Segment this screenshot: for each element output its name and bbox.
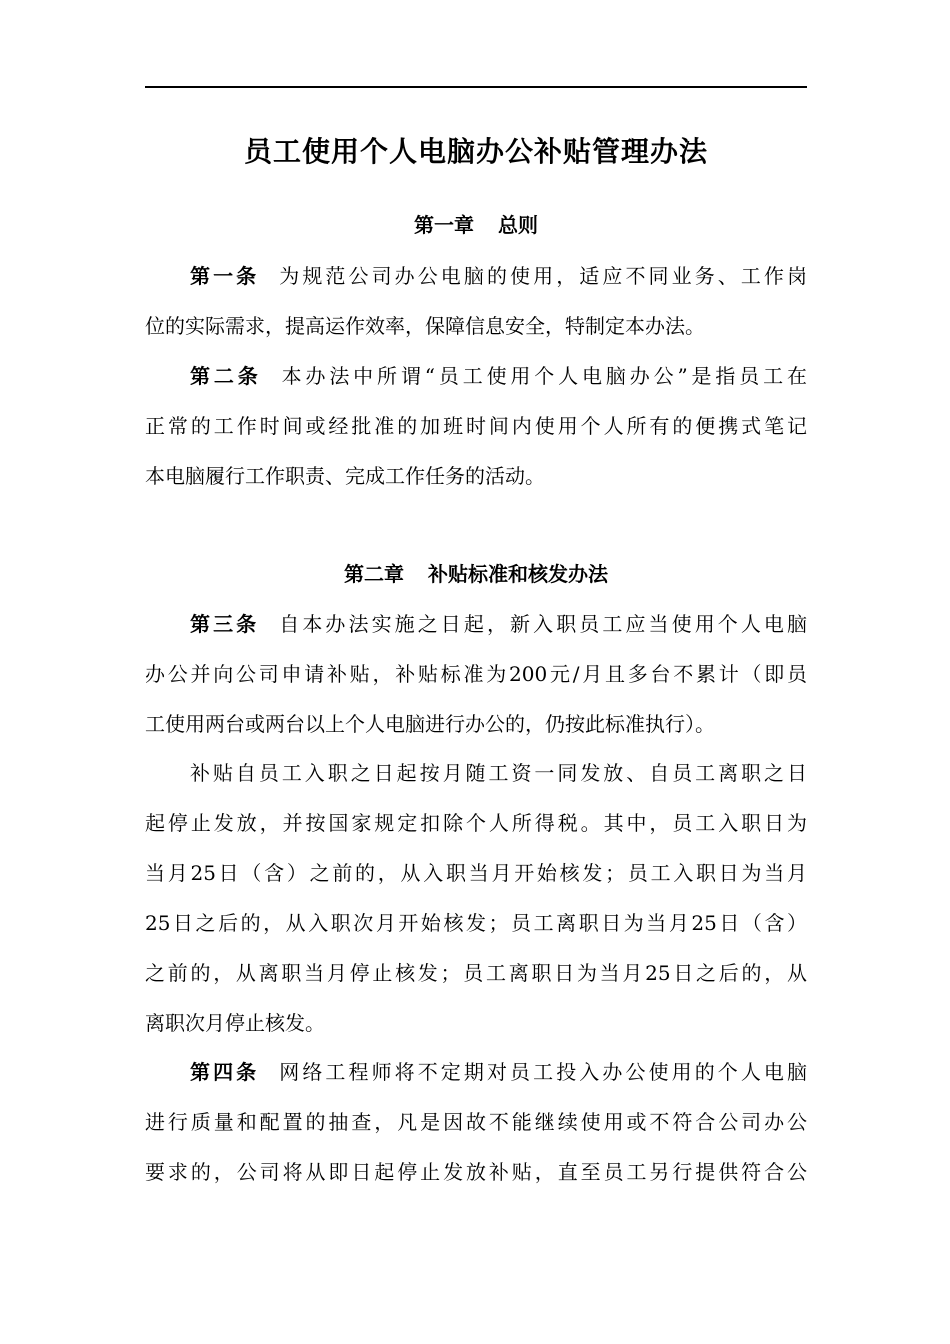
chapter-2-heading xyxy=(145,559,807,589)
article-3-p2-line-3: 当月25日（含）之前的，从入职当月开始核发；员工入职日为当月 xyxy=(145,861,807,885)
article-3-line-3: 工使用两台或两台以上个人电脑进行办公的，仍按此标准执行）。 xyxy=(145,712,715,736)
article-4 xyxy=(145,1047,807,1197)
article-4-line-1: 第四条 网络工程师将不定期对员工投入办公使用的个人电脑 xyxy=(190,1060,808,1084)
article-2-label: 第二条 xyxy=(190,364,262,388)
article-2-line-3: 本电脑履行工作职责、完成工作任务的活动。 xyxy=(145,464,545,488)
article-2-line-2: 正常的工作时间或经批准的加班时间内使用个人所有的便携式笔记 xyxy=(145,414,807,438)
article-2 xyxy=(145,351,807,501)
article-3-p2-line-6: 离职次月停止核发。 xyxy=(145,1011,325,1035)
article-1 xyxy=(145,251,807,351)
article-1-label: 第一条 xyxy=(190,264,260,288)
article-4-label: 第四条 xyxy=(190,1060,260,1084)
article-2-line-1: 第二条 本办法中所谓“员工使用个人电脑办公”是指员工在 xyxy=(190,364,808,388)
article-4-line-3: 要求的，公司将从即日起停止发放补贴，直至员工另行提供符合公 xyxy=(145,1160,807,1184)
chapter-2-name: 补贴标准和核发办法 xyxy=(428,562,608,586)
chapter-1-heading xyxy=(145,210,807,240)
article-3-p2-line-4: 25日之后的，从入职次月开始核发；员工离职日为当月25日（含） xyxy=(145,911,807,935)
document-title: 员工使用个人电脑办公补贴管理办法 xyxy=(243,135,708,168)
article-1-line-2: 位的实际需求，提高运作效率，保障信息安全，特制定本办法。 xyxy=(145,314,705,338)
chapter-2-label: 第二章 xyxy=(344,562,404,586)
article-3-label: 第三条 xyxy=(190,612,260,636)
chapter-1-name: 总则 xyxy=(498,213,538,237)
article-3-p2-line-1: 补贴自员工入职之日起按月随工资一同发放、自员工离职之日 xyxy=(190,761,807,785)
article-3-line-2: 办公并向公司申请补贴，补贴标准为200元/月且多台不累计（即员 xyxy=(145,662,807,686)
article-3-line-1: 第三条 自本办法实施之日起，新入职员工应当使用个人电脑 xyxy=(190,612,808,636)
header-rule xyxy=(145,86,807,88)
article-1-line-1: 第一条 为规范公司办公电脑的使用，适应不同业务、工作岗 xyxy=(190,264,808,288)
article-3 xyxy=(145,599,807,749)
chapter-1-label: 第一章 xyxy=(414,213,474,237)
article-3-p2-line-2: 起停止发放，并按国家规定扣除个人所得税。其中，员工入职日为 xyxy=(145,811,807,835)
article-3-p2-line-5: 之前的，从离职当月停止核发；员工离职日为当月25日之后的，从 xyxy=(145,961,807,985)
article-3-paragraph-2 xyxy=(145,748,807,1048)
article-4-line-2: 进行质量和配置的抽查，凡是因故不能继续使用或不符合公司办公 xyxy=(145,1110,807,1134)
